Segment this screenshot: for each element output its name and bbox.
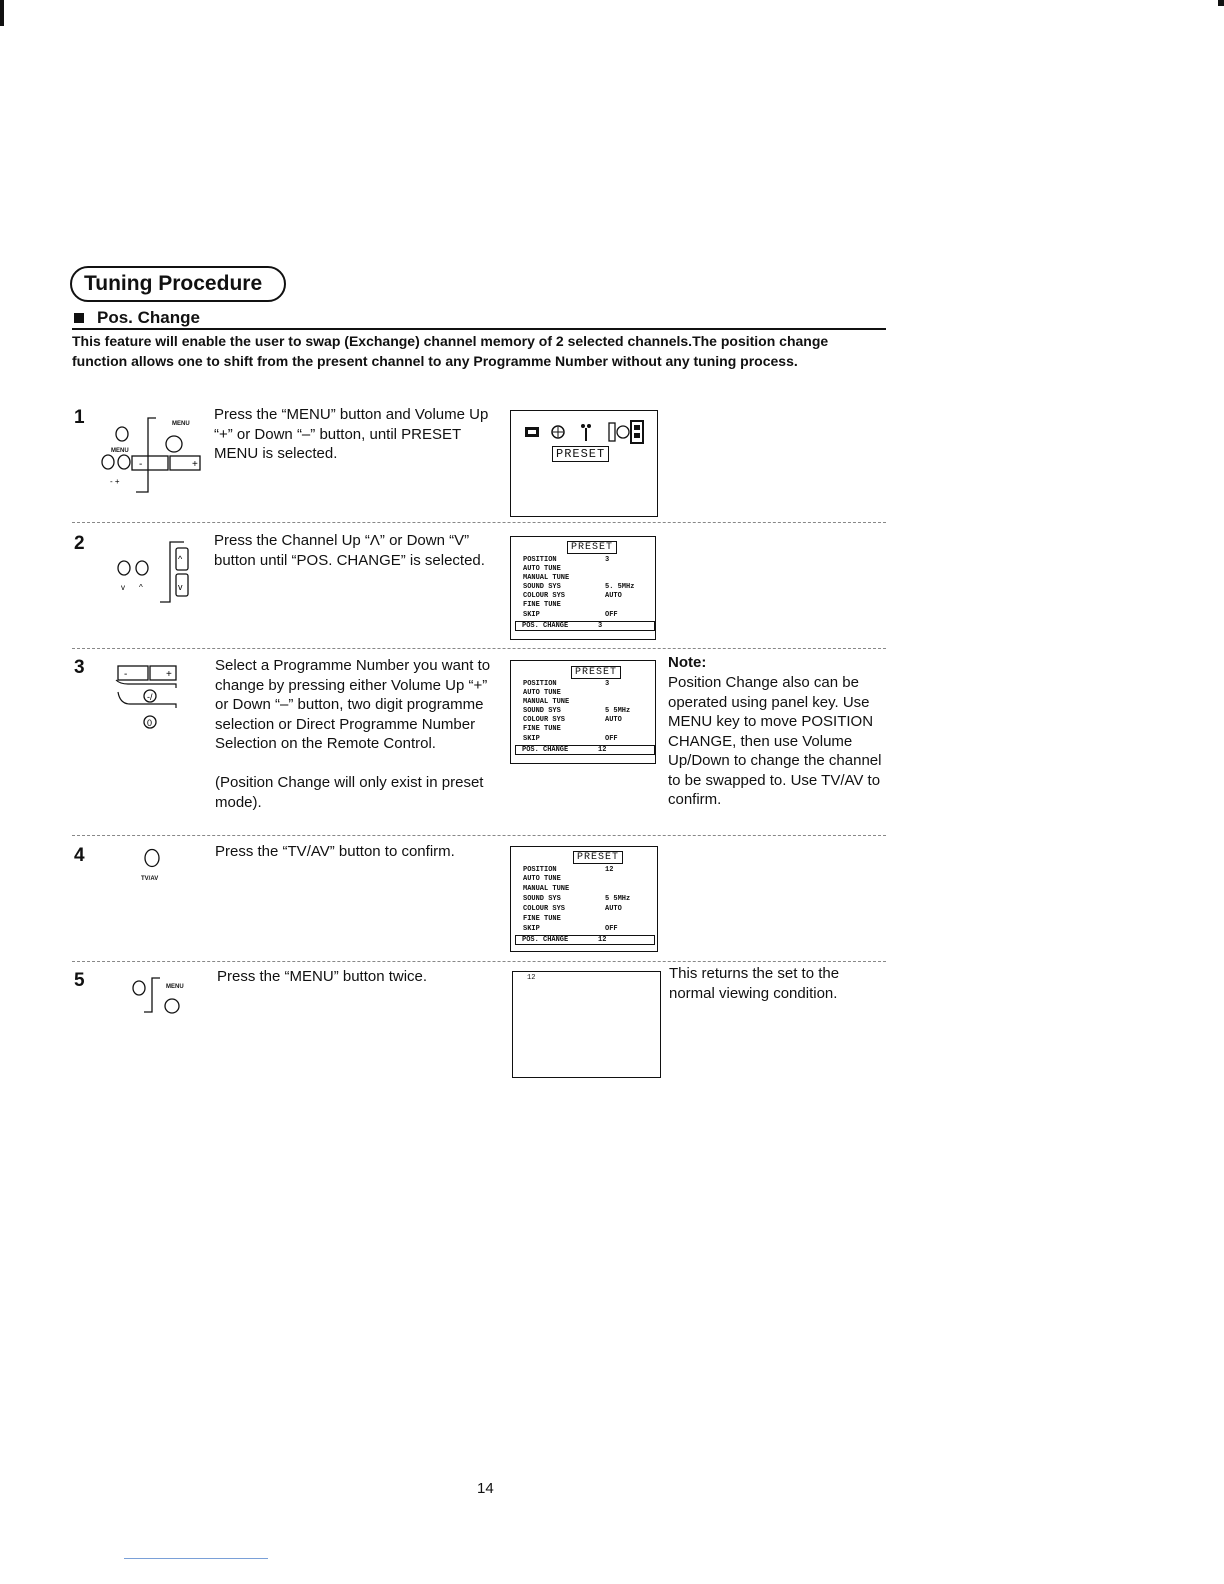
svg-text:v: v	[178, 582, 183, 592]
menu-label: MENU	[166, 984, 184, 990]
tv-screen-preset-menu	[510, 536, 656, 640]
step-number: 4	[74, 845, 85, 866]
menu-row: SKIP OFF	[523, 925, 618, 933]
step-text: Press the Channel Up “Λ” or Down “V” button until “POS. CHANGE” is selected.	[214, 532, 485, 569]
header-rule	[72, 328, 886, 330]
menu-row: FINE TUNE	[523, 601, 561, 609]
menu-row-selected: POS. CHANGE 12	[515, 745, 655, 755]
menu-row: AUTO TUNE	[523, 875, 561, 883]
step-divider	[72, 648, 886, 649]
menu-row: SKIP OFF	[523, 611, 618, 619]
preset-menu-title: PRESET	[571, 666, 621, 679]
menu-row: SOUND SYS 5 5MHz	[523, 895, 631, 903]
step5-note: This returns the set to the normal viewing condition.	[669, 965, 840, 1002]
menu-row: MANUAL TUNE	[523, 885, 570, 893]
svg-text:v: v	[121, 583, 125, 592]
svg-text:-: -	[124, 669, 128, 680]
menu-row: AUTO TUNE	[523, 565, 561, 573]
bullet-square-icon	[74, 313, 84, 323]
menu-row: SKIP OFF	[523, 735, 618, 743]
svg-text:+: +	[166, 669, 172, 680]
menu-row: SOUND SYS 5 5MHz	[523, 707, 631, 715]
step-text: Select a Programme Number you want to change by pressing either Volume Up “+” or Down “–” button, two digit programme selection or Direct Programme Number Selection on the Remote Control.	[215, 657, 491, 752]
tv-screen-preset-menu	[510, 846, 658, 952]
step-divider	[72, 522, 886, 523]
step-divider	[72, 961, 886, 962]
menu-row: SOUND SYS 5. 5MHz	[523, 583, 635, 591]
svg-text:-/: -/	[147, 692, 153, 702]
step-text: Press the “MENU” button and Volume Up “+” or Down “–” button, until PRESET MENU is selected.	[214, 406, 489, 462]
step-number: 3	[74, 657, 85, 678]
step-number: 5	[74, 970, 85, 991]
menu-row: POSITION 3	[523, 556, 610, 564]
menu-row: FINE TUNE	[523, 725, 561, 733]
step-divider	[72, 835, 886, 836]
menu-row: MANUAL TUNE	[523, 574, 570, 582]
menu-row-selected: POS. CHANGE 3	[515, 621, 655, 631]
menu-icons-row	[523, 419, 655, 447]
tv-av-label: TV/AV	[141, 876, 159, 882]
svg-text:- +: - +	[110, 477, 120, 486]
menu-row: POSITION 3	[523, 680, 610, 688]
volume-and-number-buttons-icon	[114, 662, 206, 732]
note-heading: Note:	[668, 654, 707, 671]
menu-row: COLOUR SYS AUTO	[523, 905, 622, 913]
step-text: Press the “MENU” button twice.	[217, 968, 428, 985]
svg-text:+: +	[192, 459, 198, 470]
step-text: Press the “TV/AV” button to confirm.	[215, 843, 455, 860]
scan-mark-left	[0, 0, 4, 26]
section-title: Tuning Procedure	[70, 266, 286, 302]
menu-row: FINE TUNE	[523, 915, 561, 923]
preset-menu-title: PRESET	[573, 851, 623, 864]
menu-button-icon	[128, 974, 188, 1018]
menu-row: COLOUR SYS AUTO	[523, 592, 622, 600]
svg-text:^: ^	[178, 554, 183, 564]
step-text: (Position Change will only exist in preset mode).	[215, 774, 484, 811]
scan-mark-right	[1218, 0, 1224, 6]
menu-label: MENU	[111, 448, 129, 454]
step-number: 1	[74, 407, 85, 428]
menu-row: POSITION 12	[523, 866, 614, 874]
channel-number: 12	[527, 974, 536, 982]
svg-text:-: -	[139, 459, 143, 470]
step-number: 2	[74, 533, 85, 554]
menu-label: MENU	[172, 421, 190, 427]
bottom-rule	[124, 1558, 268, 1559]
channel-buttons-icon	[112, 540, 208, 606]
note-text: Position Change also can be operated using panel key. Use MENU key to move POSITION CHANGE, then use Volume Up/Down to change the channel to be swapped to. Use TV/AV to confirm.	[668, 674, 882, 808]
svg-text:^: ^	[139, 583, 143, 592]
subsection-title: Pos. Change	[97, 308, 200, 327]
menu-row: MANUAL TUNE	[523, 698, 570, 706]
tv-screen-preset-menu	[510, 660, 656, 764]
page-number: 14	[477, 1480, 494, 1497]
tv-screen-preset-icons	[510, 410, 658, 517]
menu-row-selected: POS. CHANGE 12	[515, 935, 655, 945]
preset-menu-title: PRESET	[567, 541, 617, 554]
tv-screen-normal-view	[512, 971, 661, 1078]
svg-text:0: 0	[147, 718, 153, 728]
intro-paragraph: This feature will enable the user to swap (Exchange) channel memory of 2 selected channels.The position change function allows one to shift from the present channel to any Programme Number without any tuning process.	[72, 333, 829, 369]
tv-av-button-icon	[140, 846, 164, 870]
preset-label: PRESET	[552, 446, 609, 462]
menu-row: COLOUR SYS AUTO	[523, 716, 622, 724]
menu-row: AUTO TUNE	[523, 689, 561, 697]
